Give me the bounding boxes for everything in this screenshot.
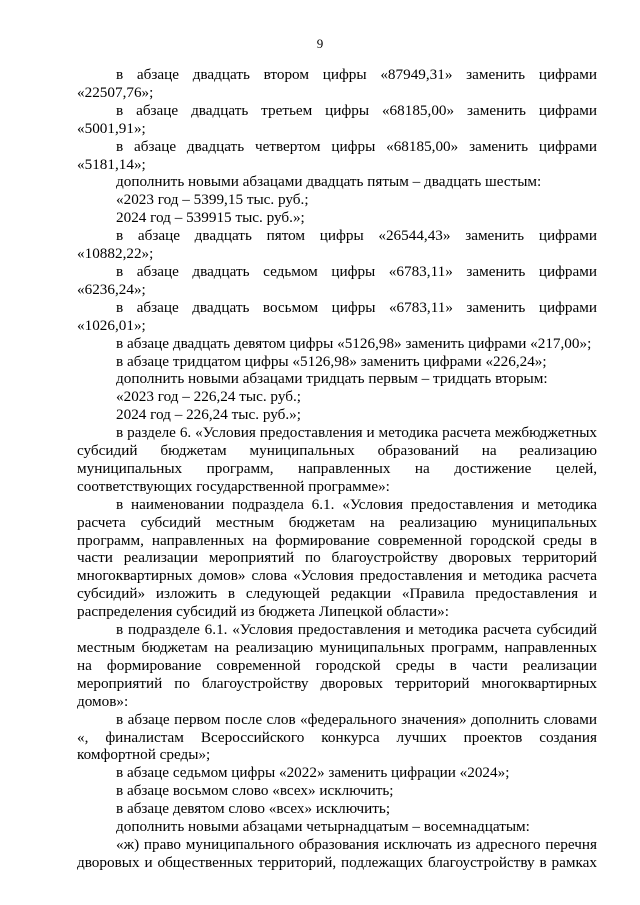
paragraph: в подразделе 6.1. «Условия предоставления и методика расчета субсидий местным бюджетам на реализацию муниципальных программ, направленных на формирование современной городской среды в части реализации мероприятий по благоустройству дворовых территорий многоквартирных домов»: [77, 621, 597, 710]
paragraph: в абзаце двадцать втором цифры «87949,31» заменить цифрами «22507,76»; [77, 66, 597, 101]
paragraph: в абзаце двадцать девятом цифры «5126,98» заменить цифрами «217,00»; [116, 334, 592, 352]
paragraph: в абзаце тридцатом цифры «5126,98» заменить цифрами «226,24»; [116, 352, 547, 370]
page-number: 9 [316, 36, 324, 51]
paragraph: в абзаце двадцать пятом цифры «26544,43» заменить цифрами «10882,22»; [77, 227, 597, 263]
paragraph: в абзаце двадцать седьмом цифры «6783,11» заменить цифрами «6236,24»; [77, 262, 597, 298]
paragraph: дополнить новыми абзацами четырнадцатым – восемнадцатым: [116, 818, 530, 836]
paragraph: дополнить новыми абзацами двадцать пятым – двадцать шестым: [116, 173, 542, 191]
paragraph: 2024 год – 226,24 тыс. руб.»; [116, 406, 301, 424]
paragraph: в абзаце восьмом слово «всех» исключить; [116, 782, 394, 800]
paragraph: «2023 год – 5399,15 тыс. руб.; [116, 191, 309, 209]
paragraph: дополнить новыми абзацами тридцать первым – тридцать вторым: [116, 370, 548, 388]
paragraph: 2024 год – 539915 тыс. руб.»; [116, 209, 305, 227]
paragraph: в абзаце первом после слов «федерального значения» дополнить словами «, финалистам Всероссийского конкурса лучших проектов создания комфортной среды»; [77, 710, 597, 764]
paragraph: в абзаце двадцать третьем цифры «68185,00» заменить цифрами «5001,91»; [77, 101, 597, 137]
paragraph: «2023 год – 226,24 тыс. руб.; [116, 388, 301, 406]
paragraph: в абзаце седьмом цифры «2022» заменить цифрации «2024»; [116, 764, 510, 782]
paragraph: в разделе 6. «Условия предоставления и методика расчета межбюджетных субсидий бюджетам муниципальных образований на реализацию муниципальных программ, направленных на достижение целей, соответствующих государственной программе»: [77, 424, 597, 495]
paragraph: в абзаце двадцать восьмом цифры «6783,11» заменить цифрами «1026,01»; [77, 298, 597, 334]
paragraph: в наименовании подраздела 6.1. «Условия предоставления и методика расчета субсидий местным бюджетам на реализацию муниципальных программ, направленных на формирование современной городской среды в части реализации мероприятий по благоустройству дворовых территорий многоквартирных домов» слова «Условия предоставления и методика расчета субсидий» изложить в следующей редакции «Правила предоставления и распределения субсидий из бюджета Липецкой области»: [77, 495, 597, 621]
paragraph: в абзаце двадцать четвертом цифры «68185,00» заменить цифрами «5181,14»; [77, 137, 597, 173]
paragraph: «ж) право муниципального образования исключать из адресного перечня дворовых и общественных территорий, подлежащих благоустройству в рамках [77, 835, 597, 871]
paragraph: в абзаце девятом слово «всех» исключить; [116, 800, 391, 818]
document-body [77, 66, 597, 872]
